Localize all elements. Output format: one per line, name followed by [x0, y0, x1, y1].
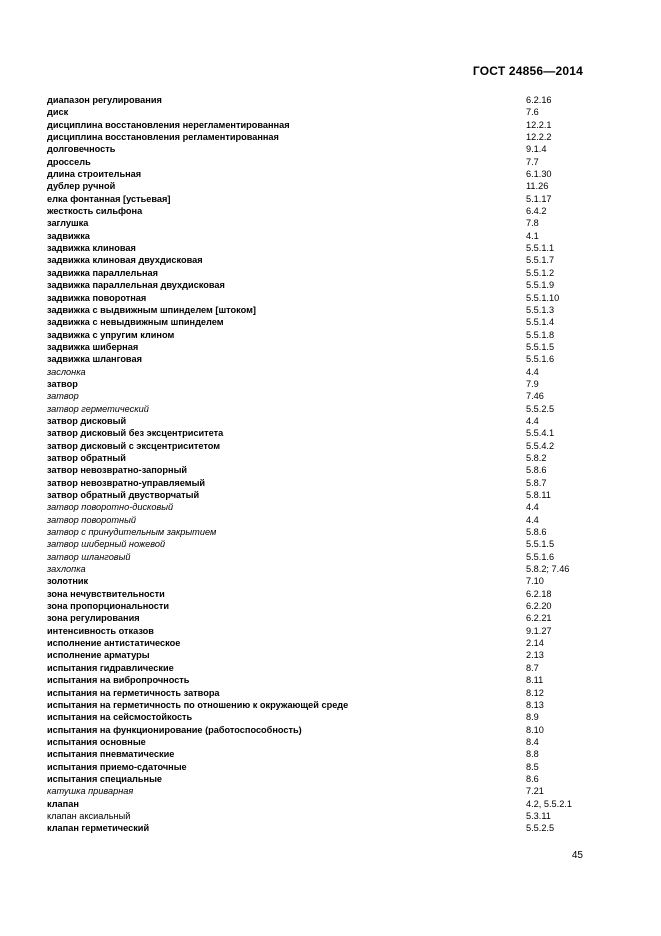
index-reference: 5.5.1.5 — [526, 341, 555, 352]
index-entry — [47, 353, 607, 365]
index-reference: 5.8.6 — [526, 465, 547, 476]
index-reference: 4.4 — [526, 366, 539, 377]
index-entry — [47, 773, 607, 785]
index-reference: 7.8 — [526, 218, 539, 229]
index-reference: 5.5.1.2 — [526, 267, 555, 278]
index-term: интенсивность отказов — [47, 625, 154, 636]
index-entry — [47, 625, 607, 637]
index-term: затвор поворотно-дисковый — [47, 502, 174, 513]
index-reference: 6.4.2 — [526, 206, 547, 217]
index-term: задвижка — [47, 230, 90, 241]
index-term: зона нечувствительности — [47, 588, 165, 599]
index-entry — [47, 193, 607, 205]
index-reference: 8.8 — [526, 749, 539, 760]
index-entry — [47, 761, 607, 773]
index-reference: 5.5.1.1 — [526, 243, 555, 254]
index-reference: 6.2.16 — [526, 95, 552, 105]
index-term: золотник — [47, 576, 89, 587]
index-entry — [47, 637, 607, 649]
index-term: испытания гидравлические — [47, 662, 174, 673]
index-reference: 4.4 — [526, 415, 539, 426]
index-term: затвор невозвратно-запорный — [47, 465, 188, 476]
index-reference: 5.3.11 — [526, 810, 551, 821]
index-term: испытания на функционирование (работоспособность) — [47, 724, 302, 735]
index-reference: 7.6 — [526, 107, 539, 118]
index-reference: 5.5.1.6 — [526, 551, 555, 562]
index-term: диапазон регулирования — [47, 95, 162, 105]
index-entry — [47, 378, 607, 390]
index-term: жесткость сильфона — [47, 206, 143, 217]
index-term: задвижка шланговая — [47, 354, 142, 365]
index-reference: 8.9 — [526, 712, 539, 723]
index-entry — [47, 551, 607, 563]
index-term: затвор невозвратно-управляемый — [47, 477, 206, 488]
index-reference: 5.5.2.5 — [526, 823, 555, 834]
index-reference: 4.4 — [526, 502, 539, 513]
index-entry — [47, 119, 607, 131]
index-term: испытания на вибропрочность — [47, 675, 190, 686]
index-term: захлопка — [47, 564, 86, 575]
index-term: затвор герметический — [47, 403, 149, 414]
index-entry — [47, 662, 607, 674]
index-entry — [47, 810, 607, 822]
index-entry — [47, 292, 607, 304]
index-entry — [47, 427, 607, 439]
index-term: исполнение арматуры — [47, 650, 150, 661]
index-term: испытания на сейсмостойкость — [47, 712, 193, 723]
index-reference: 5.1.17 — [526, 193, 552, 204]
index-entry — [47, 699, 607, 711]
index-term: испытания пневматические — [47, 749, 175, 760]
index-entry — [47, 687, 607, 699]
index-reference: 5.5.1.4 — [526, 317, 555, 328]
index-term: затвор дисковый — [47, 415, 127, 426]
index-entry — [47, 538, 607, 550]
index-term: задвижка с невыдвижным шпинделем — [47, 317, 224, 328]
index-term: испытания приемо-сдаточные — [47, 761, 187, 772]
index-term: зона пропорциональности — [47, 601, 170, 612]
index-entry — [47, 106, 607, 118]
index-reference: 4.1 — [526, 230, 539, 241]
index-term: затвор дисковый с эксцентриситетом — [47, 440, 221, 451]
index-entry — [47, 156, 607, 168]
index-term: задвижка поворотная — [47, 292, 147, 303]
index-term: клапан аксиальный — [47, 810, 131, 821]
index-reference: 7.9 — [526, 378, 539, 389]
index-term: испытания специальные — [47, 773, 163, 784]
index-entry — [47, 341, 607, 353]
index-entry — [47, 143, 607, 155]
index-reference: 6.2.21 — [526, 613, 552, 624]
index-entry — [47, 230, 607, 242]
index-entry — [47, 242, 607, 254]
index-term: заслонка — [47, 366, 86, 377]
index-term: затвор — [47, 391, 79, 402]
index-reference: 5.5.2.5 — [526, 403, 555, 414]
index-entry — [47, 674, 607, 686]
index-term: задвижка клиновая двухдисковая — [47, 255, 203, 266]
index-entry — [47, 452, 607, 464]
index-reference: 5.8.7 — [526, 477, 547, 488]
index-reference: 5.5.1.6 — [526, 354, 555, 365]
index-reference: 5.8.11 — [526, 490, 551, 500]
index-reference: 5.5.4.1 — [526, 428, 555, 439]
index-term: затвор с принудительным закрытием — [47, 527, 217, 538]
index-term: испытания на герметичность затвора — [47, 687, 220, 698]
index-reference: 4.2, 5.5.2.1 — [526, 798, 572, 809]
index-reference: 6.1.30 — [526, 169, 552, 180]
index-reference: 12.2.1 — [526, 119, 552, 130]
index-term: затвор обратный — [47, 452, 126, 463]
index-entry — [47, 94, 607, 106]
index-reference: 5.8.2; 7.46 — [526, 564, 570, 575]
index-reference: 2.14 — [526, 638, 544, 649]
index-entry — [47, 588, 607, 600]
index-entry — [47, 390, 607, 402]
index-reference: 5.5.1.8 — [526, 329, 555, 340]
index-entry — [47, 279, 607, 291]
index-reference: 5.5.1.7 — [526, 255, 555, 266]
index-term: затвор обратный двустворчатый — [47, 490, 200, 500]
index-term: клапан герметический — [47, 823, 150, 834]
index-entry — [47, 563, 607, 575]
index-term: заглушка — [47, 218, 89, 229]
index-reference: 8.10 — [526, 724, 544, 735]
index-term: задвижка шиберная — [47, 341, 139, 352]
index-term: затвор дисковый без эксцентриситета — [47, 428, 224, 439]
index-term: дублер ручной — [47, 181, 116, 192]
index-term: задвижка параллельная двухдисковая — [47, 280, 225, 291]
index-reference: 8.13 — [526, 699, 544, 710]
index-entry — [47, 415, 607, 427]
index-entry — [47, 440, 607, 452]
index-term: клапан — [47, 798, 79, 809]
index-reference: 11.26 — [526, 181, 549, 192]
index-reference: 7.10 — [526, 576, 544, 587]
index-reference: 8.6 — [526, 773, 539, 784]
index-entry — [47, 180, 607, 192]
index-entry — [47, 711, 607, 723]
index-entry — [47, 501, 607, 513]
index-term: елка фонтанная [устьевая] — [47, 193, 171, 204]
index-entry — [47, 464, 607, 476]
index-reference: 5.5.4.2 — [526, 440, 555, 451]
index-term: диск — [47, 107, 69, 118]
index-term: катушка приварная — [47, 786, 134, 797]
index-reference: 12.2.2 — [526, 132, 552, 143]
index-entry — [47, 168, 607, 180]
index-term: длина строительная — [47, 169, 142, 180]
index-reference: 9.1.27 — [526, 625, 552, 636]
index-entry — [47, 798, 607, 810]
index-entry — [47, 822, 607, 834]
term-index-list — [47, 94, 607, 835]
document-standard-header: ГОСТ 24856—2014 — [472, 64, 583, 78]
index-term: дисциплина восстановления нерегламентированная — [47, 119, 290, 130]
index-term: затвор шиберный ножевой — [47, 539, 166, 550]
index-term: задвижка параллельная — [47, 267, 159, 278]
index-term: задвижка с выдвижным шпинделем [штоком] — [47, 304, 256, 315]
index-term: затвор поворотный — [47, 514, 136, 525]
index-reference: 9.1.4 — [526, 144, 547, 155]
index-reference: 8.12 — [526, 687, 544, 698]
index-reference: 5.8.2 — [526, 452, 547, 463]
index-entry — [47, 329, 607, 341]
index-reference: 5.5.1.9 — [526, 280, 555, 291]
index-reference: 5.5.1.5 — [526, 539, 555, 550]
index-reference: 7.21 — [526, 786, 544, 797]
index-entry — [47, 649, 607, 661]
index-entry — [47, 748, 607, 760]
index-entry — [47, 254, 607, 266]
index-reference: 7.7 — [526, 156, 539, 167]
index-entry — [47, 131, 607, 143]
index-entry — [47, 612, 607, 624]
index-reference: 8.4 — [526, 736, 539, 747]
index-entry — [47, 736, 607, 748]
index-entry — [47, 304, 607, 316]
index-term: исполнение антистатическое — [47, 638, 181, 649]
index-term: испытания основные — [47, 736, 146, 747]
index-reference: 2.13 — [526, 650, 544, 661]
index-entry — [47, 477, 607, 489]
index-term: затвор — [47, 378, 78, 389]
index-reference: 7.46 — [526, 391, 544, 402]
index-term: долговечность — [47, 144, 116, 155]
index-entry — [47, 366, 607, 378]
index-entry — [47, 403, 607, 415]
index-reference: 8.11 — [526, 675, 544, 686]
index-entry — [47, 316, 607, 328]
index-reference: 5.5.1.3 — [526, 304, 555, 315]
index-term: дроссель — [47, 156, 91, 167]
index-entry — [47, 267, 607, 279]
index-reference: 5.5.1.10 — [526, 292, 560, 303]
index-term: задвижка с упругим клином — [47, 329, 175, 340]
index-reference: 6.2.18 — [526, 588, 552, 599]
index-term: задвижка клиновая — [47, 243, 136, 254]
index-entry — [47, 489, 607, 501]
index-entry — [47, 785, 607, 797]
index-term: зона регулирования — [47, 613, 140, 624]
index-reference: 8.5 — [526, 761, 539, 772]
index-reference: 6.2.20 — [526, 601, 552, 612]
index-term: затвор шланговый — [47, 551, 131, 562]
index-entry — [47, 600, 607, 612]
index-reference: 8.7 — [526, 662, 539, 673]
index-reference: 4.4 — [526, 514, 539, 525]
index-reference: 5.8.6 — [526, 527, 547, 538]
index-entry — [47, 724, 607, 736]
index-entry — [47, 217, 607, 229]
index-term: испытания на герметичность по отношению к окружающей среде — [47, 699, 349, 710]
index-term: дисциплина восстановления регламентированная — [47, 132, 279, 143]
index-entry — [47, 575, 607, 587]
page-number: 45 — [571, 850, 583, 861]
index-entry — [47, 205, 607, 217]
index-entry — [47, 514, 607, 526]
index-entry — [47, 526, 607, 538]
